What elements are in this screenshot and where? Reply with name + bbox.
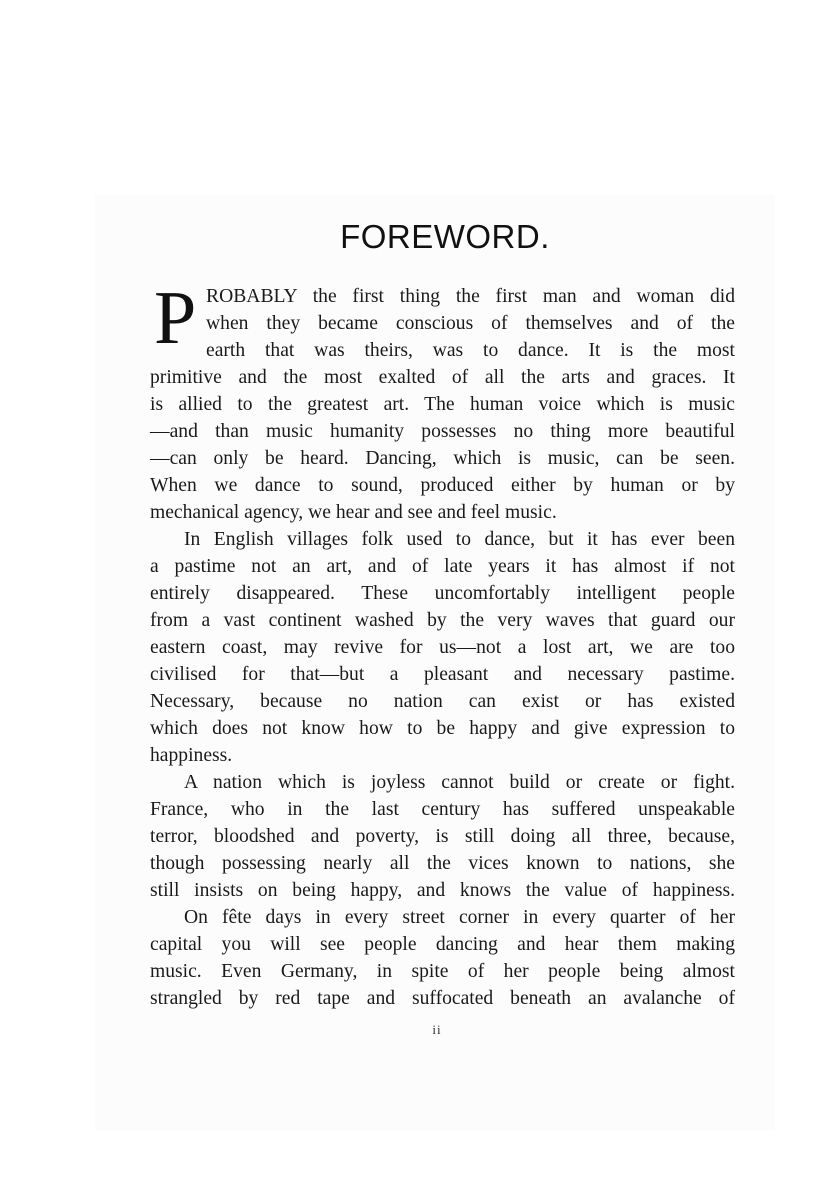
text-line: strangled by red tape and suffocated beneath an avalanche of [150,988,735,1009]
text-line: capital you will see people dancing and hear them making [150,934,735,955]
text-line: primitive and the most exalted of all the arts and graces. It [150,367,735,388]
text-line: civilised for that—but a pleasant and necessary pastime. [150,664,735,685]
text-line: is allied to the greatest art. The human voice which is music [150,394,735,415]
text-line: A nation which is joyless cannot build or create or fight. [184,772,735,793]
text-line: a pastime not an art, and of late years it has almost if not [150,556,735,577]
text-line: When we dance to sound, produced either by human or by [150,475,735,496]
text-line: eastern coast, may revive for us—not a lost art, we are too [150,637,735,658]
text-line: which does not know how to be happy and give expression to [150,718,735,739]
text-line: though possessing nearly all the vices known to nations, she [150,853,735,874]
text-line: from a vast continent washed by the very waves that guard our [150,610,735,631]
text-line: terror, bloodshed and poverty, is still doing all three, because, [150,826,735,847]
text-line: ROBABLY the first thing the first man and woman did [206,286,735,307]
text-line: happiness. [150,745,233,766]
text-line: music. Even Germany, in spite of her people being almost [150,961,735,982]
text-line: mechanical agency, we hear and see and feel music. [150,502,557,523]
text-line: still insists on being happy, and knows the value of happiness. [150,880,735,901]
text-line: Necessary, because no nation can exist or has existed [150,691,735,712]
drop-cap: P [154,276,197,360]
page-title: FOREWORD. [340,218,550,255]
page-number: ii [432,1022,442,1037]
text-line: —and than music humanity possesses no thing more beautiful [150,421,735,442]
text-line: entirely disappeared. These uncomfortably intelligent people [150,583,735,604]
text-line: when they became conscious of themselves and of the [206,313,735,334]
text-line: France, who in the last century has suffered unspeakable [150,799,735,820]
text-line: On fête days in every street corner in every quarter of her [184,907,735,928]
text-line: In English villages folk used to dance, but it has ever been [184,529,735,550]
text-line: earth that was theirs, was to dance. It is the most [206,340,735,361]
text-line: —can only be heard. Dancing, which is music, can be seen. [150,448,735,469]
